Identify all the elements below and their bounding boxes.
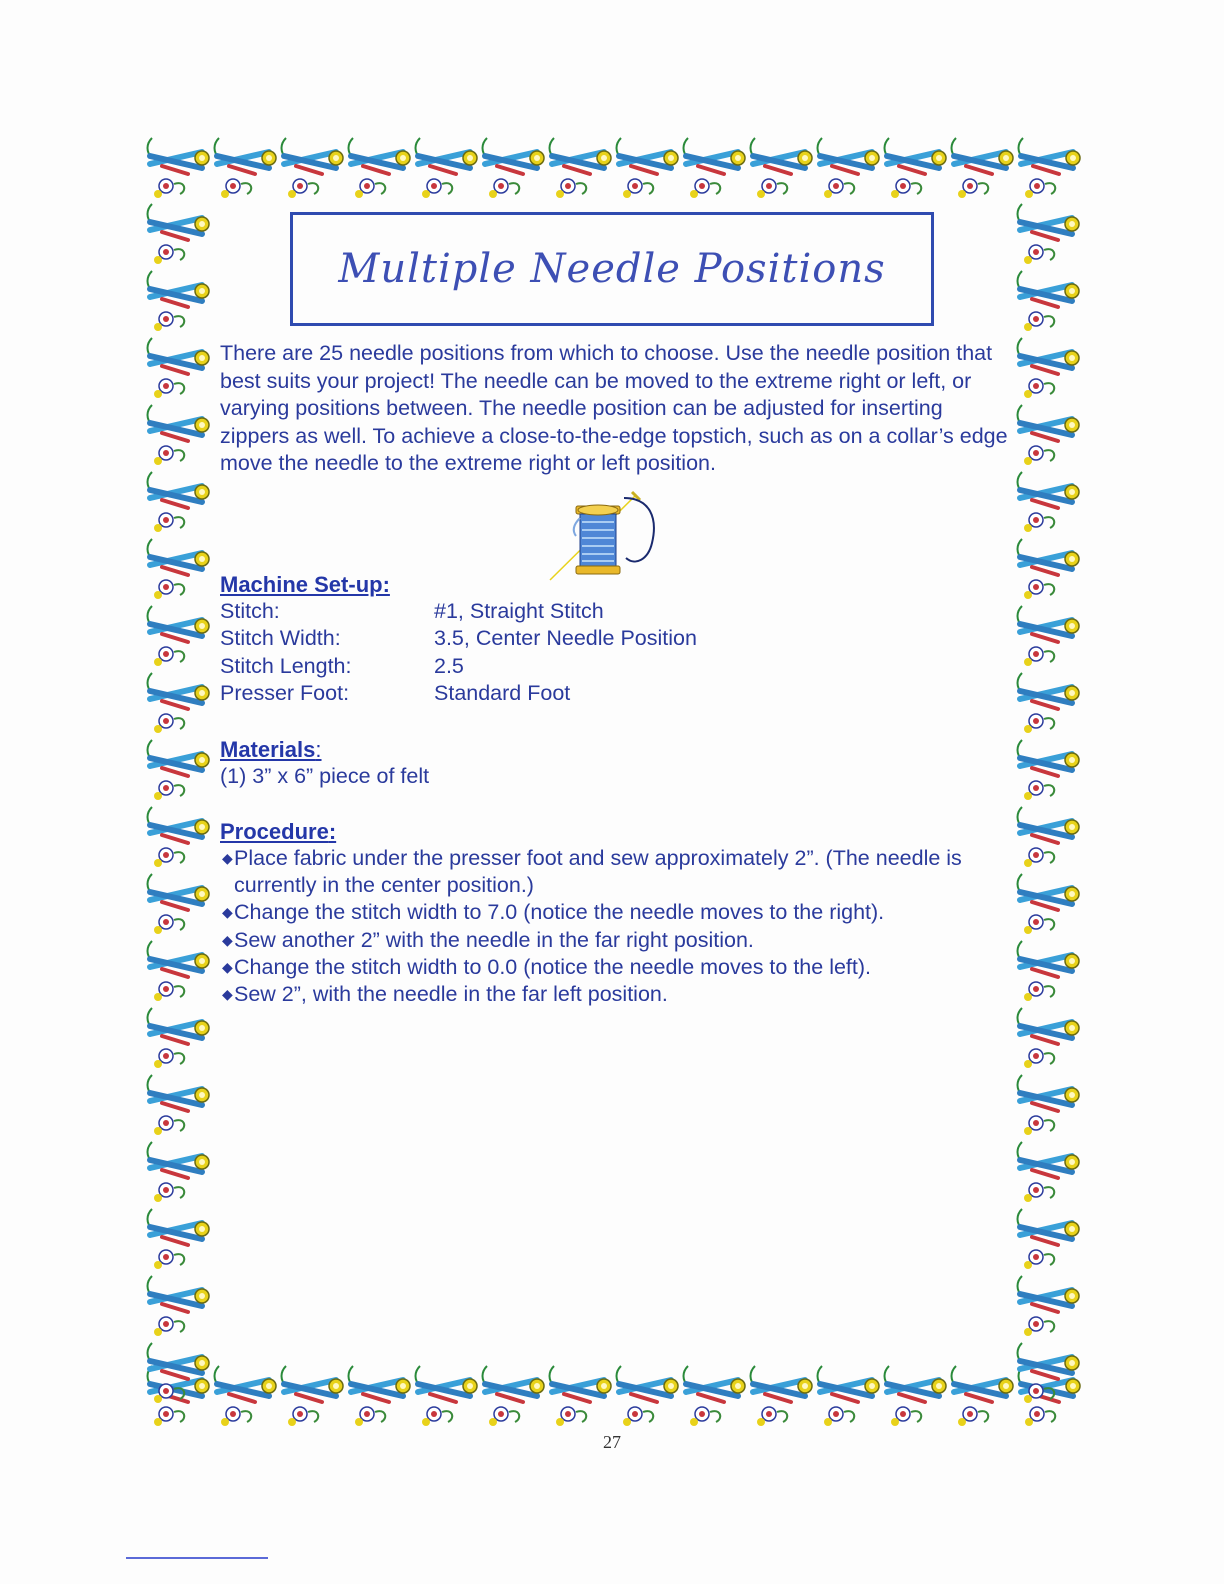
procedure-step <box>220 845 1010 899</box>
scissors-and-thread-icon <box>1014 401 1082 469</box>
bullet-icon: ◆ <box>222 904 233 921</box>
bullet-icon: ◆ <box>222 986 233 1003</box>
scissors-and-thread-icon <box>144 535 212 603</box>
scissors-and-thread-icon <box>1014 602 1082 670</box>
scissors-and-thread-icon <box>144 669 212 737</box>
scissors-and-thread-icon <box>479 134 547 202</box>
scissors-and-thread-icon <box>1014 334 1082 402</box>
scissors-and-thread-icon <box>144 937 212 1005</box>
materials-heading-text: Materials <box>220 737 316 762</box>
title-box <box>290 212 934 326</box>
scissors-and-thread-icon <box>278 1362 346 1430</box>
intro-paragraph: There are 25 needle positions from which to choose. Use the needle position that best suits your project! The needle can be moved to the extreme right or left, or varying positions between. The needle position can be adjusted for inserting zippers as well. To achieve a close-to-the-edge topstich, such as on a collar’s edge move the needle to the extreme right or left position. <box>220 341 1008 475</box>
procedure-heading <box>220 819 336 845</box>
scissors-and-thread-icon <box>546 1362 614 1430</box>
scissors-and-thread-icon <box>211 1362 279 1430</box>
scissors-and-thread-icon <box>1014 870 1082 938</box>
procedure-heading-colon: : <box>328 819 337 844</box>
setup-value: 3.5, Center Needle Position <box>434 626 697 650</box>
scissors-and-thread-icon <box>1014 267 1082 335</box>
scissors-and-thread-icon <box>144 736 212 804</box>
page-title: Multiple Needle Positions <box>338 246 886 292</box>
scissors-and-thread-icon <box>1014 535 1082 603</box>
page-number: 27 <box>603 1432 621 1452</box>
scissors-and-thread-icon <box>1014 937 1082 1005</box>
scissors-and-thread-icon <box>412 1362 480 1430</box>
procedure-step-text: Change the stitch width to 7.0 (notice the needle moves to the right). <box>234 900 885 925</box>
scissors-and-thread-icon <box>613 1362 681 1430</box>
scissors-and-thread-icon <box>613 134 681 202</box>
setup-label: Stitch: <box>220 599 280 623</box>
setup-label: Stitch Length: <box>220 654 352 678</box>
scissors-and-thread-icon <box>211 134 279 202</box>
setup-label: Presser Foot: <box>220 681 350 705</box>
scissors-and-thread-icon <box>1014 1138 1082 1206</box>
scissors-and-thread-icon <box>144 1071 212 1139</box>
machine-setup-heading: Machine Set-up: <box>220 572 390 597</box>
scissors-and-thread-icon <box>1014 468 1082 536</box>
procedure-heading-text: Procedure <box>220 819 329 844</box>
scissors-and-thread-icon <box>345 134 413 202</box>
scissors-and-thread-icon <box>144 267 212 335</box>
scissors-and-thread-icon <box>1014 669 1082 737</box>
scissors-and-thread-icon <box>881 134 949 202</box>
scissors-and-thread-icon <box>278 134 346 202</box>
scissors-and-thread-icon <box>881 1362 949 1430</box>
bullet-icon: ◆ <box>222 958 233 975</box>
scissors-and-thread-icon <box>345 1362 413 1430</box>
scissors-and-thread-icon <box>479 1362 547 1430</box>
scissors-and-thread-icon <box>546 134 614 202</box>
scissors-and-thread-icon <box>1014 200 1082 268</box>
procedure-step <box>220 981 1010 1008</box>
materials-heading <box>220 737 322 763</box>
scissors-and-thread-icon <box>412 134 480 202</box>
setup-value: #1, Straight Stitch <box>434 599 604 623</box>
scissors-and-thread-icon <box>144 870 212 938</box>
procedure-list <box>220 845 1010 1008</box>
scissors-and-thread-icon <box>144 200 212 268</box>
scissors-and-thread-icon <box>144 334 212 402</box>
scissors-and-thread-icon <box>144 1138 212 1206</box>
scissors-and-thread-icon <box>144 401 212 469</box>
scissors-and-thread-icon <box>1014 1339 1082 1407</box>
scissors-and-thread-icon <box>144 1272 212 1340</box>
scissors-and-thread-icon <box>1014 1004 1082 1072</box>
procedure-step-text: Change the stitch width to 0.0 (notice the needle moves to the left). <box>234 954 872 979</box>
bullet-icon: ◆ <box>222 931 233 948</box>
procedure-step-text: Sew another 2” with the needle in the far right position. <box>234 927 754 952</box>
scissors-and-thread-icon <box>1014 1272 1082 1340</box>
setup-label: Stitch Width: <box>220 626 341 650</box>
scissors-and-thread-icon <box>680 134 748 202</box>
procedure-step <box>220 927 1010 954</box>
material-item: (1) 3” x 6” piece of felt <box>220 764 430 788</box>
scissors-and-thread-icon <box>1014 736 1082 804</box>
scissors-and-thread-icon <box>814 134 882 202</box>
scissors-and-thread-icon <box>144 1004 212 1072</box>
procedure-step <box>220 899 1010 926</box>
scissors-and-thread-icon <box>144 1205 212 1273</box>
scissors-and-thread-icon <box>747 1362 815 1430</box>
procedure-step <box>220 954 1010 981</box>
setup-value: Standard Foot <box>434 681 571 705</box>
scissors-and-thread-icon <box>144 134 212 202</box>
scissors-and-thread-icon <box>747 134 815 202</box>
scissors-and-thread-icon <box>144 1339 212 1407</box>
scissors-and-thread-icon <box>680 1362 748 1430</box>
scissors-and-thread-icon <box>1014 803 1082 871</box>
scissors-and-thread-icon <box>1015 134 1083 202</box>
materials-heading-colon: : <box>315 737 322 762</box>
setup-value: 2.5 <box>434 654 464 678</box>
procedure-step-text: Place fabric under the presser foot and sew approximately 2”. (The needle is currently in the center position.) <box>234 846 962 898</box>
bullet-icon: ◆ <box>222 850 233 866</box>
scissors-and-thread-icon <box>814 1362 882 1430</box>
scissors-and-thread-icon <box>144 803 212 871</box>
scissors-and-thread-icon <box>1014 1071 1082 1139</box>
scissors-and-thread-icon <box>948 1362 1016 1430</box>
scissors-and-thread-icon <box>144 468 212 536</box>
scissors-and-thread-icon <box>1014 1205 1082 1273</box>
scissors-and-thread-icon <box>144 602 212 670</box>
scissors-and-thread-icon <box>948 134 1016 202</box>
thread-spool-icon <box>540 488 670 588</box>
procedure-step-text: Sew 2”, with the needle in the far left position. <box>234 982 668 1007</box>
divider-line <box>126 1557 268 1559</box>
